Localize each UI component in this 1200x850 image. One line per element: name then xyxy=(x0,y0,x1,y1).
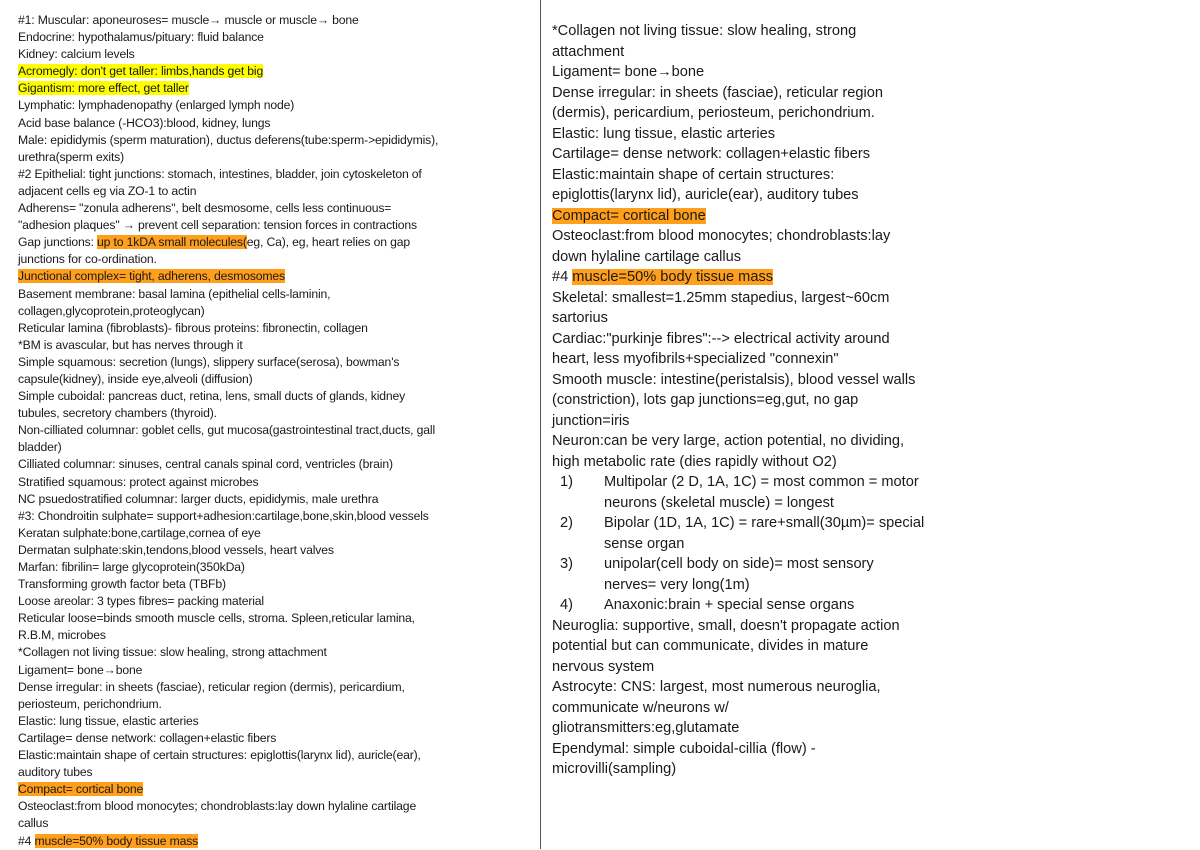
column-divider xyxy=(540,0,541,849)
note-text: #3: Chondroitin sulphate= support+adhesion:cartilage,bone,skin,blood vessels xyxy=(18,508,429,523)
note-line xyxy=(552,226,992,247)
note-text: Smooth muscle: intestine(peristalsis), blood vessel walls xyxy=(552,371,916,388)
note-line xyxy=(552,718,992,739)
note-text: Stratified squamous: protect against microbes xyxy=(18,474,259,489)
note-line xyxy=(18,97,523,114)
note-line xyxy=(18,354,523,371)
note-line: Bipolar (1D, 1A, 1C) = rare+small(30µm)= special xyxy=(604,515,925,531)
note-text: Cilliated columnar: sinuses, central canals spinal cord, ventricles (brain) xyxy=(18,457,393,472)
note-text: bladder) xyxy=(18,440,62,455)
note-text: adjacent cells eg via ZO-1 to actin xyxy=(18,183,197,198)
highlighted-text: muscle=50% body tissue mass xyxy=(34,833,199,848)
note-line xyxy=(18,234,523,251)
note-line xyxy=(552,308,992,329)
note-text: down hylaline cartilage callus xyxy=(552,248,742,265)
note-text: Simple squamous: secretion (lungs), slippery surface(serosa), bowman's xyxy=(18,354,400,369)
right-notes-column xyxy=(552,21,992,780)
note-text: Neuroglia: supportive, small, doesn't propagate action xyxy=(552,617,900,634)
note-line xyxy=(18,251,523,268)
note-text: Acid base balance (-HCO3):blood, kidney, lungs xyxy=(18,115,271,130)
note-line xyxy=(18,388,523,405)
note-line xyxy=(18,576,523,593)
note-line xyxy=(552,739,992,760)
note-text: Dermatan sulphate:skin,tendons,blood vessels, heart valves xyxy=(18,542,334,557)
note-text: Basement membrane: basal lamina (epithelial cells-laminin, xyxy=(18,286,331,301)
note-text: epiglottis(larynx lid), auricle(ear), auditory tubes xyxy=(552,187,859,203)
note-text: Skeletal: smallest=1.25mm stapedius, largest~60cm xyxy=(552,289,890,306)
left-notes-column xyxy=(18,12,523,850)
list-item xyxy=(552,513,992,554)
note-text: Dense irregular: in sheets (fasciae), reticular region xyxy=(552,84,883,101)
list-item xyxy=(552,595,992,616)
note-line xyxy=(18,610,523,627)
note-line xyxy=(18,627,523,644)
note-line: unipolar(cell body on side)= most sensory xyxy=(604,556,874,572)
right-notes-bottom xyxy=(552,616,992,780)
note-text: junction=iris xyxy=(552,412,630,429)
highlighted-text: Compact= cortical bone xyxy=(18,782,144,797)
note-text: #4 xyxy=(18,833,35,848)
note-text: Transforming growth factor beta (TBFb) xyxy=(18,577,226,592)
list-item-text xyxy=(604,554,992,595)
note-text: #4 xyxy=(552,269,573,285)
note-text: Kidney: calcium levels xyxy=(18,47,135,62)
note-line xyxy=(552,431,992,452)
note-text: gliotransmitters:eg,glutamate xyxy=(552,720,740,736)
note-line: Multipolar (2 D, 1A, 1C) = most common = motor xyxy=(604,474,919,490)
note-text: Elastic:maintain shape of certain structures: xyxy=(552,166,835,183)
note-text: Cartilage= dense network: collagen+elastic fibers xyxy=(18,730,277,745)
note-line xyxy=(18,730,523,747)
note-text: *Collagen not living tissue: slow healing, strong xyxy=(552,23,857,39)
note-line xyxy=(18,132,523,149)
note-line xyxy=(18,764,523,781)
highlighted-text: Junctional complex= tight, adherens, desmosomes xyxy=(18,269,285,284)
note-line xyxy=(552,411,992,432)
note-line xyxy=(552,349,992,370)
note-line xyxy=(18,166,523,183)
note-line xyxy=(18,405,523,422)
right-notes-top xyxy=(552,21,992,472)
note-line xyxy=(18,713,523,730)
note-text: sartorius xyxy=(552,310,608,326)
note-text: Endocrine: hypothalamus/pituary: fluid balance xyxy=(18,30,264,45)
note-text: junctions for co-ordination. xyxy=(18,252,157,267)
note-line: sense organ xyxy=(604,535,685,552)
highlighted-text: up to 1kDA small molecules( xyxy=(97,235,247,250)
note-text: Loose areolar: 3 types fibres= packing material xyxy=(18,594,264,609)
note-line xyxy=(552,452,992,473)
note-line xyxy=(552,370,992,391)
note-text: #1: Muscular: aponeuroses= muscle→ muscle or muscle→ bone xyxy=(18,13,359,27)
note-text: "adhesion plaques" → prevent cell separation: tension forces in contractions xyxy=(18,218,418,233)
note-line xyxy=(18,200,523,217)
note-text: Cartilage= dense network: collagen+elastic fibers xyxy=(552,146,870,162)
note-text: Gap junctions: xyxy=(18,235,98,250)
note-line xyxy=(552,636,992,657)
note-text: Elastic:maintain shape of certain structures: epiglottis(larynx lid), auricle(ear), xyxy=(18,748,421,763)
list-item-text xyxy=(604,513,992,554)
note-text: Ligament= bone→bone xyxy=(18,662,143,677)
note-line xyxy=(18,593,523,610)
note-text: *Collagen not living tissue: slow healing, strong attachment xyxy=(18,645,327,660)
note-line xyxy=(18,833,523,850)
note-line xyxy=(552,390,992,411)
note-line xyxy=(18,679,523,696)
list-item-text xyxy=(604,472,992,513)
note-line xyxy=(552,83,992,104)
note-text: Adherens= "zonula adherens", belt desmosome, cells less continuous= xyxy=(18,201,392,216)
note-line xyxy=(18,781,523,798)
note-line xyxy=(18,303,523,320)
note-text: (constriction), lots gap junctions=eg,gut, no gap xyxy=(552,392,859,408)
note-text: Reticular loose=binds smooth muscle cells, stroma. Spleen,reticular lamina, xyxy=(18,611,415,626)
note-text: Neuron:can be very large, action potential, no dividing, xyxy=(552,433,905,449)
note-text: Male: epididymis (sperm maturation), ductus deferens(tube:sperm->epididymis), xyxy=(18,132,439,147)
note-text: Osteoclast:from blood monocytes; chondroblasts:lay xyxy=(552,228,891,244)
note-text: R.B.M, microbes xyxy=(18,628,106,643)
note-text: attachment xyxy=(552,43,625,60)
note-text: periosteum, perichondrium. xyxy=(18,696,162,711)
note-text: Non-cilliated columnar: goblet cells, gut mucosa(gastrointestinal tract,ducts, gall xyxy=(18,423,436,438)
note-line xyxy=(18,217,523,234)
note-line xyxy=(18,439,523,456)
note-line xyxy=(18,29,523,46)
note-line xyxy=(552,165,992,186)
note-text: heart, less myofibrils+specialized "connexin" xyxy=(552,351,839,367)
note-text: Cardiac:"purkinje fibres":--> electrical activity around xyxy=(552,330,890,347)
note-line: neurons (skeletal muscle) = longest xyxy=(604,494,834,511)
note-line xyxy=(552,759,992,780)
note-line xyxy=(18,46,523,63)
note-text: Simple cuboidal: pancreas duct, retina, lens, small ducts of glands, kidney xyxy=(18,389,406,404)
note-line: nerves= very long(1m) xyxy=(604,576,750,593)
note-text: #2 Epithelial: tight junctions: stomach, intestines, bladder, join cytoskeleton of xyxy=(18,166,422,181)
note-line xyxy=(18,12,523,29)
note-line xyxy=(18,63,523,80)
note-line xyxy=(552,247,992,268)
note-line xyxy=(18,149,523,166)
note-text: Elastic: lung tissue, elastic arteries xyxy=(18,713,199,728)
note-line xyxy=(18,371,523,388)
note-text: Elastic: lung tissue, elastic arteries xyxy=(552,125,776,142)
list-item xyxy=(552,554,992,595)
note-line xyxy=(552,657,992,678)
note-text: urethra(sperm exits) xyxy=(18,149,125,164)
note-line xyxy=(18,286,523,303)
list-number: 4) xyxy=(560,597,573,613)
note-line xyxy=(18,747,523,764)
note-text: eg, Ca), eg, heart relies on gap xyxy=(246,235,410,250)
note-text: collagen,glycoprotein,proteoglycan) xyxy=(18,303,205,318)
note-line: Anaxonic:brain + special sense organs xyxy=(604,597,855,613)
note-line xyxy=(18,815,523,832)
list-number: 2) xyxy=(560,515,573,531)
note-text: Keratan sulphate:bone,cartilage,cornea of eye xyxy=(18,525,261,540)
note-text: capsule(kidney), inside eye,alveoli (diffusion) xyxy=(18,371,253,386)
neuron-types-list xyxy=(552,472,992,616)
note-line xyxy=(18,508,523,525)
note-text: auditory tubes xyxy=(18,765,93,780)
note-text: callus xyxy=(18,816,49,831)
note-text: *BM is avascular, but has nerves through it xyxy=(18,337,243,352)
note-line xyxy=(18,525,523,542)
note-line xyxy=(18,559,523,576)
note-line xyxy=(18,798,523,815)
note-text: microvilli(sampling) xyxy=(552,761,677,777)
note-text: NC psuedostratified columnar: larger ducts, epididymis, male urethra xyxy=(18,491,379,506)
note-text: Lymphatic: lymphadenopathy (enlarged lymph node) xyxy=(18,98,295,113)
note-line xyxy=(552,698,992,719)
note-text: potential but can communicate, divides in mature xyxy=(552,638,869,654)
note-line xyxy=(552,144,992,165)
note-text: high metabolic rate (dies rapidly without O2) xyxy=(552,453,837,470)
list-item xyxy=(552,472,992,513)
note-line xyxy=(18,422,523,439)
note-line xyxy=(552,21,992,42)
note-line xyxy=(552,206,992,227)
note-text: (dermis), pericardium, periosteum, perichondrium. xyxy=(552,105,875,121)
note-line xyxy=(18,696,523,713)
note-text: Marfan: fibrilin= large glycoprotein(350kDa) xyxy=(18,560,245,574)
note-text: Osteoclast:from blood monocytes; chondroblasts:lay down hylaline cartilage xyxy=(18,799,417,814)
list-number: 3) xyxy=(560,556,573,572)
note-line xyxy=(552,677,992,698)
note-line xyxy=(552,267,992,288)
note-line xyxy=(552,329,992,350)
note-text: Reticular lamina (fibroblasts)- fibrous proteins: fibronectin, collagen xyxy=(18,320,368,335)
note-line xyxy=(18,337,523,354)
note-text: Ligament= bone→bone xyxy=(552,64,705,80)
note-text: Astrocyte: CNS: largest, most numerous neuroglia, xyxy=(552,679,881,695)
note-line xyxy=(552,124,992,145)
list-number: 1) xyxy=(560,474,573,490)
note-line xyxy=(18,115,523,132)
note-line xyxy=(18,662,523,679)
highlighted-text: Acromegly: don't get taller: limbs,hands get big xyxy=(18,64,264,79)
highlighted-text: muscle=50% body tissue mass xyxy=(572,269,774,285)
note-text: communicate w/neurons w/ xyxy=(552,699,729,716)
note-text: tubules, secretory chambers (thyroid). xyxy=(18,406,217,421)
note-line xyxy=(552,42,992,63)
note-line xyxy=(552,185,992,206)
note-line xyxy=(18,320,523,337)
note-line xyxy=(18,644,523,661)
note-line xyxy=(18,183,523,200)
note-line xyxy=(18,80,523,97)
note-text: nervous system xyxy=(552,658,655,675)
note-line xyxy=(552,616,992,637)
note-line xyxy=(18,456,523,473)
highlighted-text: Gigantism: more effect, get taller xyxy=(18,81,189,96)
note-line xyxy=(18,542,523,559)
note-line xyxy=(18,491,523,508)
note-line xyxy=(552,62,992,83)
note-line xyxy=(552,103,992,124)
note-line xyxy=(552,288,992,309)
note-line xyxy=(18,268,523,285)
note-text: Ependymal: simple cuboidal-cillia (flow) - xyxy=(552,740,816,757)
highlighted-text: Compact= cortical bone xyxy=(552,207,706,224)
note-text: Dense irregular: in sheets (fasciae), reticular region (dermis), pericardium, xyxy=(18,679,405,694)
note-line xyxy=(18,474,523,491)
list-item-text xyxy=(604,595,992,616)
